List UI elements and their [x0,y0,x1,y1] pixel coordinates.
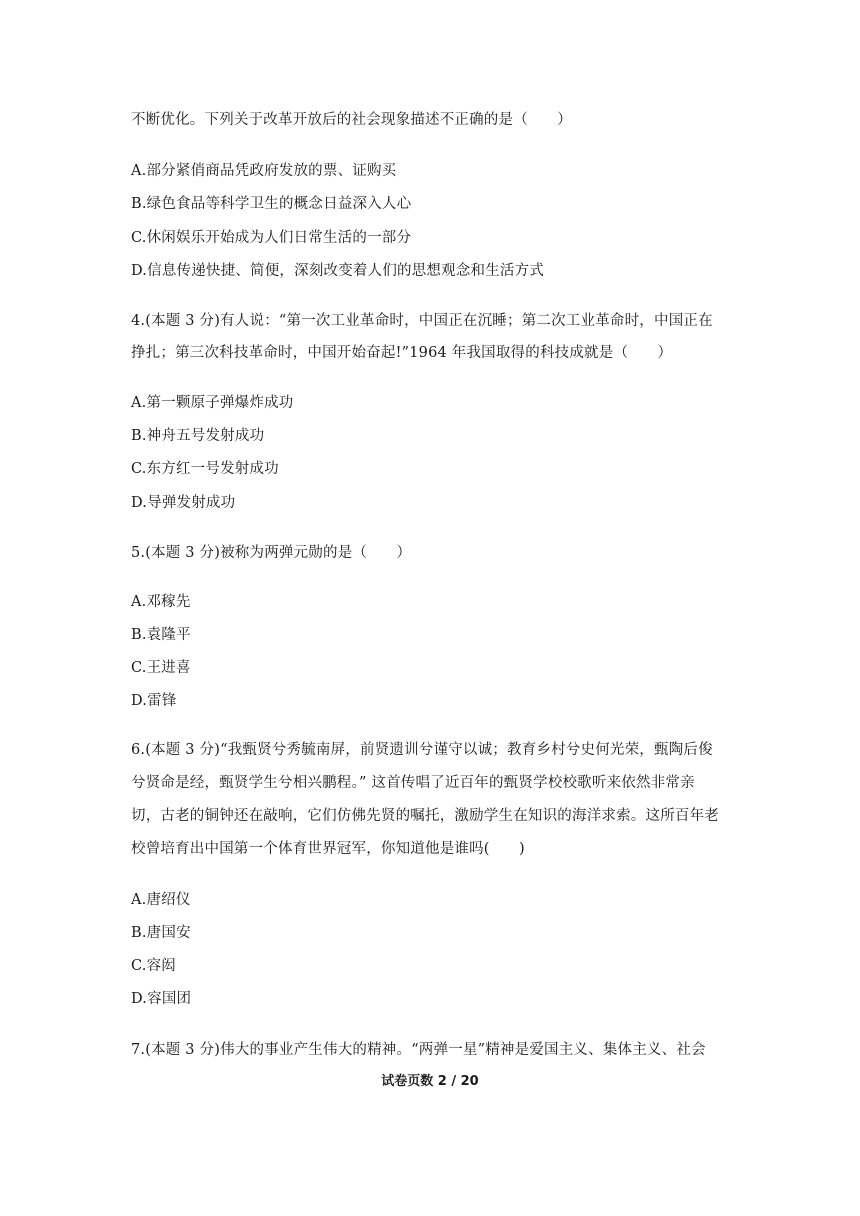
question-3-option-a: A.部分紧俏商品凭政府发放的票、证购买 [131,163,397,179]
question-6-option-b: B.唐国安 [131,925,191,941]
question-6-option-d: D.容国团 [131,991,192,1007]
question-3-option-b: B.绿色食品等科学卫生的概念日益深入人心 [131,196,412,212]
question-5-stem: 5.(本题 3 分)被称为两弹元勋的是（ ） [131,545,412,561]
question-5-option-a: A.邓稼先 [131,594,191,610]
question-6-option-a: A.唐绍仪 [131,892,191,908]
question-3-stem-continuation: 不断优化。下列关于改革开放后的社会现象描述不正确的是（ ） [131,112,572,128]
question-5-option-d: D.雷锋 [131,693,177,709]
question-5-option-b: B.袁隆平 [131,627,191,643]
question-6-stem-line-3: 切，古老的铜钟还在敲响，它们仿佛先贤的嘱托，激励学生在知识的海洋求索。这所百年老 [131,808,719,824]
question-6-stem-line-1: 6.(本题 3 分)“我甄贤兮秀毓南屏，前贤遗训兮谨守以诚；教育乡村兮史何光荣，甄陶后俊 [131,742,713,758]
question-4-stem-line-1: 4.(本题 3 分)有人说：“第一次工业革命时，中国正在沉睡；第二次工业革命时，中国正在 [131,313,713,329]
question-6-stem-line-2: 兮贤命是经，甄贤学生兮相兴鹏程。” 这首传唱了近百年的甄贤学校校歌听来依然非常亲 [131,775,695,791]
question-6-option-c: C.容闳 [131,958,176,974]
question-7-stem-line-1: 7.(本题 3 分)伟大的事业产生伟大的精神。“两弹一星”精神是爱国主义、集体主义、社会 [131,1042,706,1058]
page-footer: 试卷页数 2 / 20 [381,1074,479,1089]
question-5-option-c: C.王进喜 [131,660,191,676]
question-6-stem-line-4: 校曾培育出中国第一个体育世界冠军，你知道他是谁吗( ) [131,841,525,857]
question-4-option-a: A.第一颗原子弹爆炸成功 [131,395,294,411]
question-4-stem-line-2: 挣扎；第三次科技革命时，中国开始奋起!”1964 年我国取得的科技成就是（ ） [131,345,673,361]
question-4-option-c: C.东方红一号发射成功 [131,461,279,477]
question-4-option-d: D.导弹发射成功 [131,495,236,511]
question-3-option-c: C.休闲娱乐开始成为人们日常生活的一部分 [131,230,412,246]
question-4-option-b: B.神舟五号发射成功 [131,428,265,444]
question-3-option-d: D.信息传递快捷、简便，深刻改变着人们的思想观念和生活方式 [131,263,545,279]
